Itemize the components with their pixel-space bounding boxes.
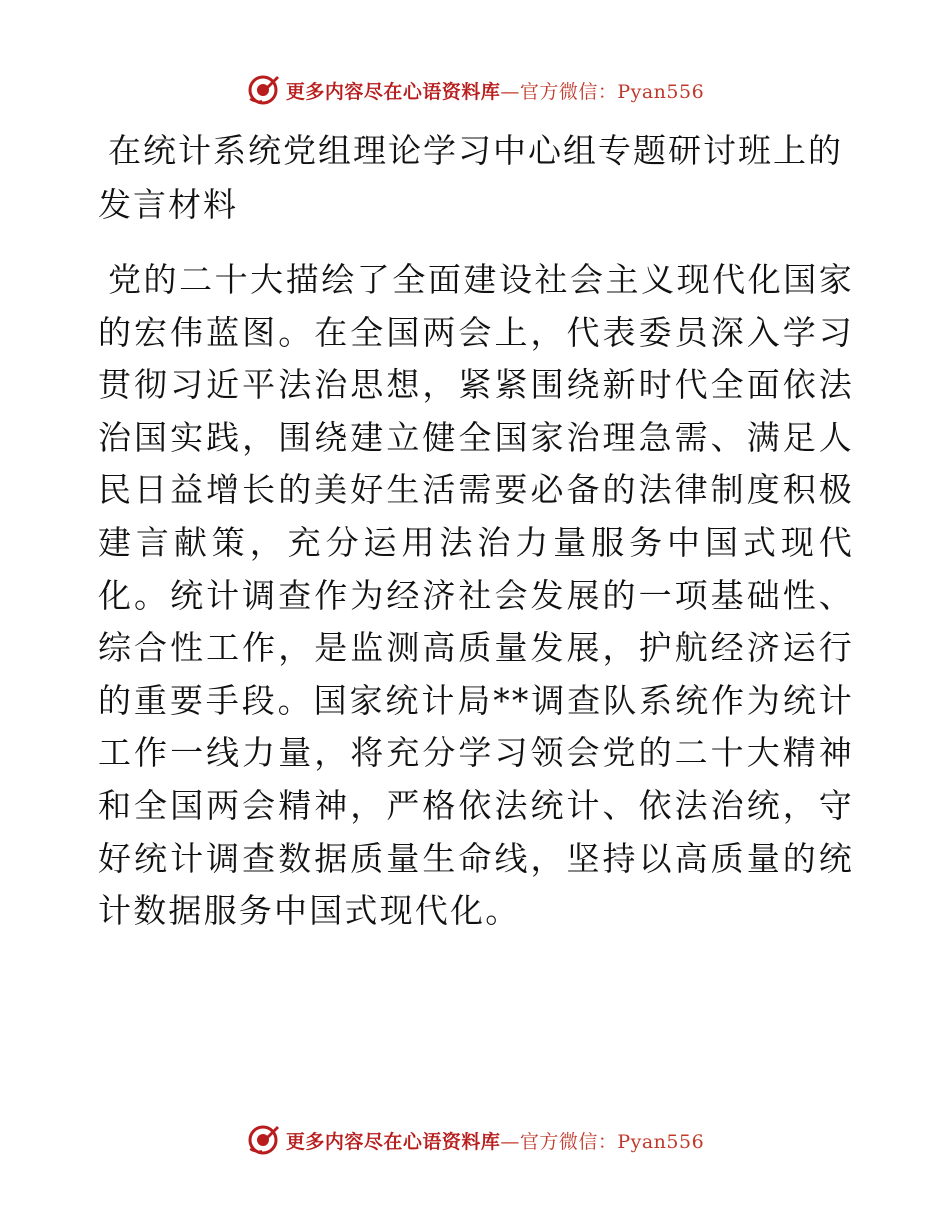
body-paragraph: 党的二十大描绘了全面建设社会主义现代化国家的宏伟蓝图。在全国两会上，代表委员深入学习贯彻习近平法治思想，紧紧围绕新时代全面依法治国实践，围绕建立健全国家治理急需、满足人民日益增长的美好生活需要必备的法律制度积极建言献策，充分运用法治力量服务中国式现代化。统计调查作为经济社会发展的一项基础性、综合性工作，是监测高质量发展，护航经济运行的重要手段。国家统计局**调查队系统作为统计工作一线力量，将充分学习领会党的二十大精神和全国两会精神，严格依法统计、依法治统，守好统计调查数据质量生命线，坚持以高质量的统计数据服务中国式现代化。 [98,260,854,931]
footer-watermark-banner [0,1120,950,1160]
pen-nib-logo-icon [246,73,280,107]
header-banner-tail: —官方微信：Pyan556 [500,80,705,103]
header-watermark-banner [0,70,950,110]
header-banner-main: 更多内容尽在心语资料库 [285,80,501,103]
footer-banner-text [286,1127,704,1154]
pen-nib-logo-icon [246,1123,280,1157]
document-title: 在统计系统党组理论学习中心组专题研讨班上的发言材料 [98,131,843,224]
header-banner-text [286,77,704,104]
footer-banner-main: 更多内容尽在心语资料库 [285,1130,501,1153]
footer-banner-tail: —官方微信：Pyan556 [500,1130,705,1153]
